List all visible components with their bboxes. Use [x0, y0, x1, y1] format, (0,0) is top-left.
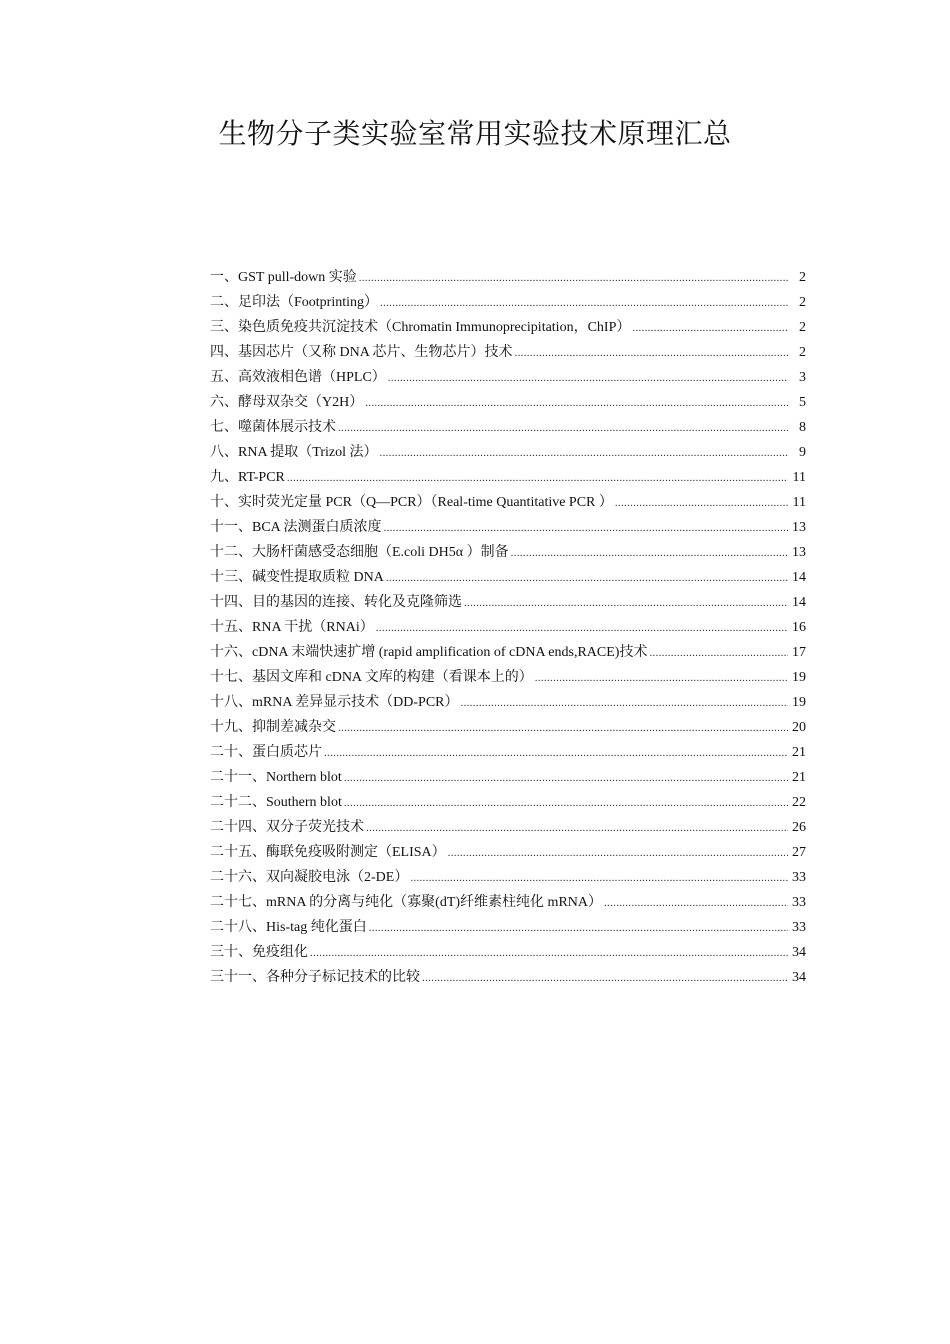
toc-entry-label: 十八、mRNA 差异显示技术（DD-PCR） — [210, 695, 459, 710]
toc-entry-label: 十四、目的基因的连接、转化及克隆筛选 — [210, 595, 462, 610]
toc-page-number: 8 — [799, 420, 806, 435]
toc-entry[interactable] — [210, 740, 806, 765]
toc-page-number: 9 — [799, 445, 806, 460]
toc-page-number: 2 — [799, 320, 806, 335]
toc-leader-dots — [338, 416, 788, 441]
toc-entry[interactable] — [210, 940, 806, 965]
toc-leader-dots — [649, 641, 788, 666]
toc-entry-label: 九、RT-PCR — [210, 470, 285, 485]
toc-page-number: 19 — [792, 670, 806, 685]
toc-leader-dots — [632, 316, 788, 341]
toc-entry[interactable] — [210, 290, 806, 315]
toc-page-number: 33 — [792, 870, 806, 885]
toc-page-number: 33 — [792, 895, 806, 910]
toc-entry[interactable] — [210, 915, 806, 940]
toc-leader-dots — [380, 441, 788, 466]
toc-entry[interactable] — [210, 340, 806, 365]
toc-entry[interactable] — [210, 840, 806, 865]
toc-page-number: 14 — [792, 570, 806, 585]
toc-entry-label: 二十四、双分子荧光技术 — [210, 820, 364, 835]
toc-entry[interactable] — [210, 790, 806, 815]
toc-page-number: 20 — [792, 720, 806, 735]
toc-entry[interactable] — [210, 490, 806, 515]
toc-entry-label: 十九、抑制差减杂交 — [210, 720, 336, 735]
toc-leader-dots — [344, 791, 788, 816]
toc-entry[interactable] — [210, 515, 806, 540]
toc-entry-label: 十一、BCA 法测蛋白质浓度 — [210, 520, 382, 535]
toc-leader-dots — [338, 716, 788, 741]
toc-leader-dots — [410, 866, 788, 891]
toc-page-number: 16 — [792, 620, 806, 635]
toc-page-number: 34 — [792, 970, 806, 985]
toc-leader-dots — [388, 366, 788, 391]
toc-entry[interactable] — [210, 965, 806, 990]
toc-leader-dots — [380, 291, 788, 316]
toc-entry-label: 二十、蛋白质芯片 — [210, 745, 322, 760]
toc-leader-dots — [344, 766, 788, 791]
toc-entry-label: 十五、RNA 干扰（RNAi） — [210, 620, 374, 635]
toc-page-number: 21 — [792, 745, 806, 760]
toc-entry-label: 二十七、mRNA 的分离与纯化（寡聚(dT)纤维素柱纯化 mRNA） — [210, 895, 602, 910]
toc-entry[interactable] — [210, 865, 806, 890]
toc-leader-dots — [384, 516, 788, 541]
toc-entry[interactable] — [210, 565, 806, 590]
toc-page-number: 26 — [792, 820, 806, 835]
toc-entry[interactable] — [210, 365, 806, 390]
toc-entry[interactable] — [210, 465, 806, 490]
toc-entry-label: 五、高效液相色谱（HPLC） — [210, 370, 386, 385]
toc-entry-label: 二十二、Southern blot — [210, 795, 342, 810]
toc-entry[interactable] — [210, 815, 806, 840]
toc-page-number: 17 — [792, 645, 806, 660]
toc-page-number: 5 — [799, 395, 806, 410]
toc-page-number: 27 — [792, 845, 806, 860]
toc-entry-label: 二十一、Northern blot — [210, 770, 342, 785]
toc-leader-dots — [369, 916, 788, 941]
table-of-contents — [210, 265, 806, 990]
toc-leader-dots — [511, 541, 788, 566]
toc-leader-dots — [604, 891, 788, 916]
toc-page-number: 13 — [792, 520, 806, 535]
toc-leader-dots — [287, 466, 788, 491]
toc-entry-label: 二十五、酶联免疫吸附测定（ELISA） — [210, 845, 446, 860]
toc-page-number: 2 — [799, 345, 806, 360]
toc-page-number: 34 — [792, 945, 806, 960]
toc-entry[interactable] — [210, 640, 806, 665]
toc-page-number: 13 — [792, 545, 806, 560]
toc-entry[interactable] — [210, 665, 806, 690]
toc-leader-dots — [366, 816, 788, 841]
toc-entry[interactable] — [210, 590, 806, 615]
toc-entry-label: 十、实时荧光定量 PCR（Q—PCR）（Real-time Quantitative PCR ） — [210, 495, 613, 510]
toc-entry-label: 二十八、His-tag 纯化蛋白 — [210, 920, 367, 935]
toc-leader-dots — [422, 966, 788, 991]
toc-leader-dots — [464, 591, 788, 616]
toc-entry-label: 二十六、双向凝胶电泳（2-DE） — [210, 870, 409, 885]
toc-entry-label: 三、染色质免疫共沉淀技术（Chromatin Immunoprecipitation，ChIP） — [210, 320, 631, 335]
toc-page-number: 3 — [799, 370, 806, 385]
toc-leader-dots — [535, 666, 788, 691]
toc-entry-label: 七、噬菌体展示技术 — [210, 420, 336, 435]
toc-entry-label: 八、RNA 提取（Trizol 法） — [210, 445, 378, 460]
toc-page-number: 21 — [792, 770, 806, 785]
toc-entry-label: 二、足印法（Footprinting） — [210, 295, 379, 310]
toc-leader-dots — [461, 691, 788, 716]
toc-entry-label: 三十一、各种分子标记技术的比较 — [210, 970, 420, 985]
toc-page-number: 14 — [792, 595, 806, 610]
toc-entry[interactable] — [210, 540, 806, 565]
toc-entry-label: 十六、cDNA 末端快速扩增 (rapid amplification of cDNA ends,RACE)技术 — [210, 645, 648, 660]
toc-leader-dots — [376, 616, 788, 641]
toc-page-number: 11 — [792, 495, 806, 510]
toc-entry[interactable] — [210, 765, 806, 790]
toc-leader-dots — [310, 941, 788, 966]
toc-entry[interactable] — [210, 690, 806, 715]
toc-page-number: 19 — [792, 695, 806, 710]
toc-entry-label: 一、GST pull-down 实验 — [210, 270, 357, 285]
toc-entry[interactable] — [210, 265, 806, 290]
toc-page-number: 11 — [792, 470, 806, 485]
toc-leader-dots — [324, 741, 788, 766]
toc-entry-label: 三十、免疫组化 — [210, 945, 308, 960]
toc-entry-label: 六、酵母双杂交（Y2H） — [210, 395, 364, 410]
toc-entry[interactable] — [210, 315, 806, 340]
toc-entry-label: 四、基因芯片（又称 DNA 芯片、生物芯片）技术 — [210, 345, 513, 360]
toc-page-number: 2 — [799, 270, 806, 285]
toc-entry[interactable] — [210, 890, 806, 915]
toc-leader-dots — [515, 341, 788, 366]
toc-leader-dots — [615, 491, 788, 516]
page-title: 生物分子类实验室常用实验技术原理汇总 — [218, 117, 732, 150]
toc-leader-dots — [448, 841, 788, 866]
toc-entry-label: 十三、碱变性提取质粒 DNA — [210, 570, 384, 585]
toc-page-number: 33 — [792, 920, 806, 935]
toc-leader-dots — [365, 391, 788, 416]
toc-leader-dots — [359, 266, 788, 291]
toc-entry[interactable] — [210, 390, 806, 415]
toc-entry[interactable] — [210, 440, 806, 465]
toc-entry-label: 十二、大肠杆菌感受态细胞（E.coli DH5α ）制备 — [210, 545, 509, 560]
toc-page-number: 2 — [799, 295, 806, 310]
toc-entry[interactable] — [210, 415, 806, 440]
toc-leader-dots — [386, 566, 788, 591]
toc-page-number: 22 — [792, 795, 806, 810]
toc-entry-label: 十七、基因文库和 cDNA 文库的构建（看课本上的） — [210, 670, 533, 685]
toc-entry[interactable] — [210, 715, 806, 740]
toc-entry[interactable] — [210, 615, 806, 640]
